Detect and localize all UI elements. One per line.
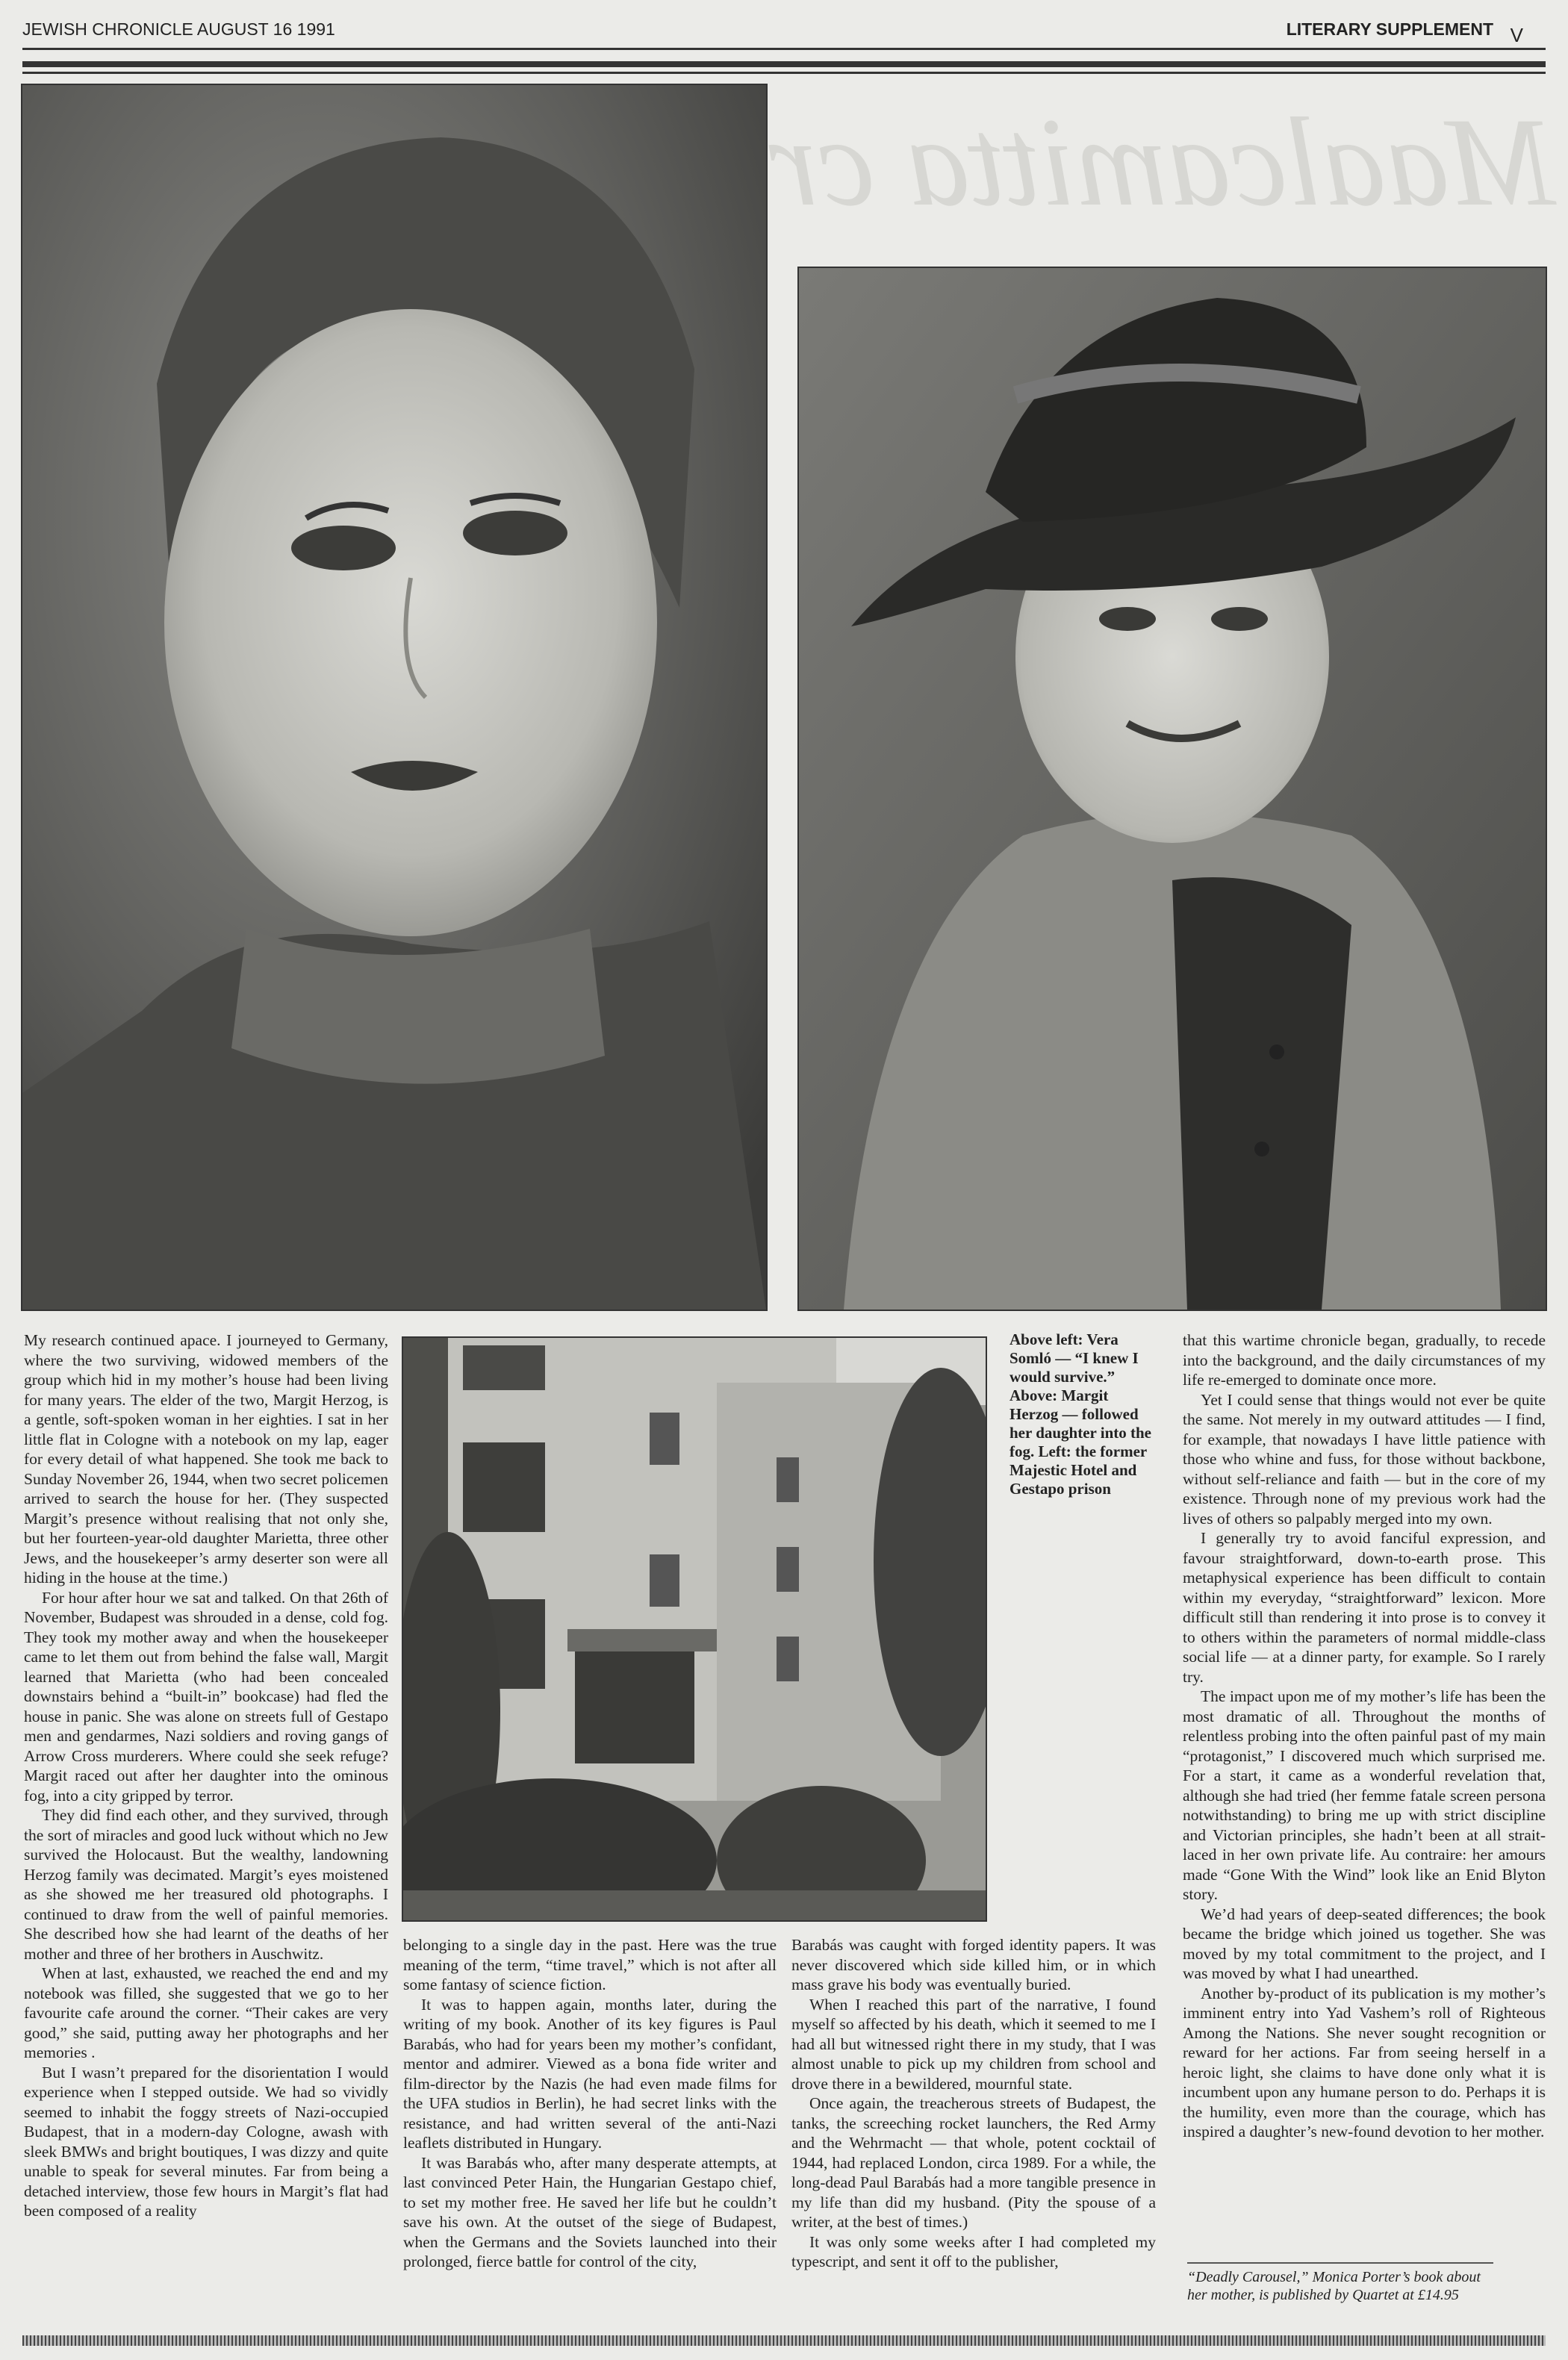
paragraph: My research continued apace. I journeyed to Germany, where the two surviving, widowed members of the group which hid in my mother’s house had been living for many years. The elder of the two, Margit Herzog, is a gentle, soft-spoken woman in her eighties. I sat in her little flat in Cologne with a notebook on my lap, eager for every detail of what happened. She took me back to Sunday November 26, 1944, when two secret policemen arrived to search the house for her. (They suspected Margit’s presence without realising that not only she, but her fourteen-year-old daughter Marietta, three other Jews, and the housekeeper’s army deserter son were all hiding in the house at the time.) bbox=[24, 1331, 388, 1587]
section-title: LITERARY SUPPLEMENT bbox=[1286, 19, 1493, 39]
paragraph: Yet I could sense that things would not ever be quite the same. Not merely in my outward attitudes — I find, for example, that nowadays I have little patience with those who whine and fuss, for those without backbone, without self-reliance and faith — but in the core of my existence. Through none of my previous work had the lives of others so palpably merged into my own. bbox=[1183, 1390, 1546, 1528]
article-column-3 bbox=[791, 1935, 1156, 2272]
paragraph: For hour after hour we sat and talked. On that 26th of November, Budapest was shrouded in a dense, cold fog. They took my mother away and when the housekeeper came to let them out from behind the false wall, Margit learned that Marietta (who had been concealed downstairs behind a “built-in” bookcase) had fled the house in panic. She was alone on streets full of Gestapo men and gendarmes, Nazi soldiers and roving gangs of Arrow Cross murderers. Where could she seek refuge? Margit raced out after her daughter into the ominous fog, into a city gripped by terror. bbox=[24, 1588, 388, 1805]
paragraph: It was only some weeks after I had completed my typescript, and sent it off to the publisher, bbox=[791, 2232, 1156, 2270]
publication-date-line: JEWISH CHRONICLE AUGUST 16 1991 bbox=[22, 19, 335, 39]
paragraph: But I wasn’t prepared for the disorientation I would experience when I stepped outside. We had so vividly seemed to inhabit the foggy streets of Nazi-occupied Budapest, that in a modern-day Cologne, awash with sleek BMWs and bright boutiques, I was dizzy and quite unable to speak for several minutes. Far from being a detached interview, those few hours in Margit’s flat had been composed of a reality bbox=[24, 2063, 388, 2220]
paragraph: Another by-product of its publication is my mother’s imminent entry into Yad Vashem’s roll of Righteous Among the Nations. She never sought recognition or reward for her actions. Far from seeing herself in a heroic light, she claims to have done only what it is incumbent upon any humane person to do. Perhaps it is the humility, even more than the courage, which has inspired a daughter’s new-found devotion to her mother. bbox=[1183, 1984, 1546, 2140]
show-through-headline: Maalcamitta cr bbox=[769, 92, 1555, 232]
paragraph: The impact upon me of my mother’s life has been the most dramatic of all. Throughout the months of relentless probing into the often painful past of my main “protagonist,” I discovered much which surprised me. For a start, it came as a wonderful revelation that, although she had tried (her femme fatale screen persona notwithstanding) to bring me up with strict discipline and Victorian principles, she hadn’t been at all strait-laced in her own private life. Au contraire: her amours made “Gone With the Wind” look like an Enid Blyton story. bbox=[1183, 1687, 1546, 1903]
paragraph: that this wartime chronicle began, gradually, to recede into the background, and the daily circumstances of my life re-emerged to dominate once more. bbox=[1183, 1331, 1546, 1389]
paragraph: Barabás was caught with forged identity papers. It was never discovered which side killed him, or in which mass grave his body was eventually buried. bbox=[791, 1936, 1156, 1993]
paragraph: When at last, exhausted, we reached the end and my notebook was filled, she suggested that we go to her favourite cafe around the corner. “Their cakes are very good,” she said, putting away her photographs and her memories . bbox=[24, 1964, 388, 2061]
paragraph: It was Barabás who, after many desperate attempts, at last convinced Peter Hain, the Hungarian Gestapo chief, to set my mother free. He saved her life but he couldn’t save his own. At the outset of the siege of Budapest, when the Germans and the Soviets launched into their prolonged, fierce battle for control of the city, bbox=[403, 2153, 777, 2270]
paragraph: I generally try to avoid fanciful expression, and favour straightforward, down-to-earth prose. This metaphysical experience has been difficult to contain within my everyday, “straightforward” lexicon. More difficult still than rendering it into prose is to convey it to others within the parameters of normal middle-class social life — at a dinner party, for example. So I rarely try. bbox=[1183, 1529, 1546, 1686]
paragraph: They did find each other, and they survived, through the sort of miracles and good luck without which no Jew survived the Holocaust. But the wealthy, landowning Herzog family was decimated. Margit’s eyes moistened as she showed me her treasured old photographs. I continued to draw from the well of painful memories. She described how she had learnt of the deaths of her mother and three of her brothers in Auschwitz. bbox=[24, 1806, 388, 1963]
credit-rule bbox=[1187, 2262, 1493, 2264]
header-rule-thick bbox=[22, 61, 1546, 67]
book-credit: “Deadly Carousel,” Monica Porter’s book about her mother, is published by Quartet at £14.95 bbox=[1187, 2269, 1481, 2303]
masthead bbox=[22, 16, 1523, 46]
article-column-4 bbox=[1183, 1330, 1546, 2142]
portrait-photo bbox=[21, 84, 768, 1311]
header-rule bbox=[22, 48, 1546, 50]
paragraph: We’d had years of deep-seated differences; the book became the bridge which joined us together. She was moved by my total commitment to the project, and I was moved by what I had unearthed. bbox=[1183, 1905, 1546, 1982]
paragraph: belonging to a single day in the past. Here was the true meaning of the term, “time travel,” which is not after all some fantasy of science fiction. bbox=[403, 1936, 777, 1993]
header-rule-lower bbox=[22, 72, 1546, 74]
paragraph: Once again, the treacherous streets of Budapest, the tanks, the screeching rocket launchers, the Red Army and the Wehrmacht — that whole, potent cocktail of 1944, had replaced London, circa 1989. For a while, the long-dead Paul Barabás had a more tangible presence in my life than did my husband. (Pity the spouse of a writer, at the best of times.) bbox=[791, 2094, 1156, 2231]
hotel-building-photo bbox=[402, 1336, 987, 1922]
hat-portrait-photo bbox=[797, 267, 1547, 1311]
page-number: V bbox=[1510, 24, 1523, 46]
paragraph: It was to happen again, months later, during the writing of my book. Another of its key figures is Paul Barabás, who had for years been my mother’s confidant, mentor and admirer. Viewed as a bona fide writer and film-director by the Nazis (he had even made films for the UFA studios in Berlin), he had secret links with the resistance, and had written several of the anti-Nazi leaflets distributed in Hungary. bbox=[403, 1995, 777, 2152]
article-column-1 bbox=[24, 1330, 388, 2221]
footer-rule bbox=[22, 2335, 1546, 2346]
paragraph: When I reached this part of the narrative, I found myself so affected by his death, which it seemed to me I had all but witnessed right there in my study, that I was almost unable to pick up my children from school and drove there in a bewildered, mournful state. bbox=[791, 1995, 1156, 2093]
photo-caption: Above left: Vera Somló — “I knew I would survive.” Above: Margit Herzog — followed her daughter into the fog. Left: the former Majestic Hotel and Gestapo prison bbox=[1009, 1330, 1151, 1498]
article-column-2 bbox=[403, 1935, 777, 2272]
